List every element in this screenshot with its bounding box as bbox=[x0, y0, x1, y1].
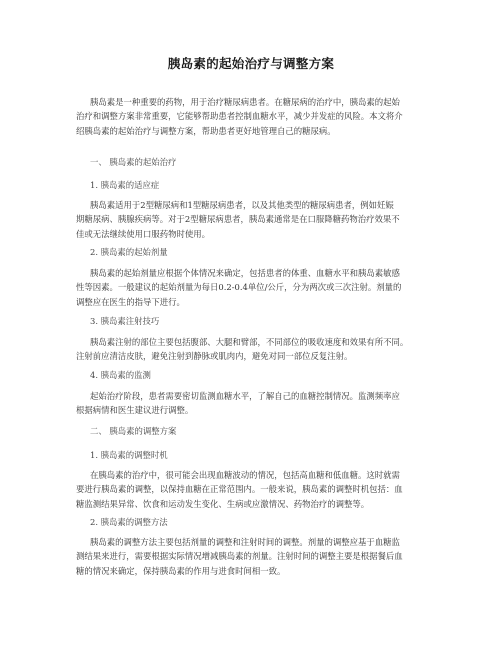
document-title: 胰岛素的起始治疗与调整方案 bbox=[167, 56, 335, 71]
section-heading: 一、 胰岛素的起始治疗 bbox=[90, 157, 177, 167]
text-line: 胰岛素的调整方法主要包括剂量的调整和注射时间的调整。剂量的调整应基于血糖监 bbox=[90, 537, 400, 547]
text-line: 注射前应清洁皮肤，避免注射到静脉或肌肉内，避免对同一部位反复注射。 bbox=[76, 351, 353, 362]
text-line: 调整应在医生的指导下进行。 bbox=[76, 296, 185, 307]
paragraph bbox=[76, 389, 431, 418]
subsection-heading: 1. 胰岛素的调整时机 bbox=[90, 450, 168, 460]
text-line: 期糖尿病、胰腺疾病等。对于2型糖尿病患者，胰岛素通常是在口服降糖药物治疗效果不 bbox=[76, 214, 400, 225]
subsection-heading: 3. 胰岛素注射技巧 bbox=[90, 316, 160, 326]
paragraph bbox=[76, 198, 431, 241]
subsection-heading: 2. 胰岛素的起始剂量 bbox=[90, 247, 168, 257]
text-line: 胰岛素注射的部位主要包括腹部、大腿和臂部，不同部位的吸收速度和效果有所不同。 bbox=[90, 337, 409, 347]
text-line: 起始治疗阶段，患者需要密切监测血糖水平，了解自己的血糖控制情况。监测频率应 bbox=[90, 391, 400, 401]
text-line: 胰岛素适用于2型糖尿病和1型糖尿病患者，以及其他类型的糖尿病患者，例如妊娠 bbox=[90, 200, 394, 210]
text-line: 胰岛素的起始剂量应根据个体情况来确定，包括患者的体重、血糖水平和胰岛素敏感 bbox=[90, 268, 400, 278]
text-line: 糖监测结果异常、饮食和运动发生变化、生病或应激情况、药物治疗的调整等。 bbox=[76, 498, 370, 509]
text-line: 治疗和调整方案非常重要，它能够帮助患者控制血糖水平，减少并发症的风险。本文将介 bbox=[76, 111, 403, 122]
section-heading: 二、 胰岛素的调整方案 bbox=[90, 426, 177, 436]
text-line: 在胰岛素的治疗中，很可能会出现血糖波动的情况，包括高血糖和低血糖。这时就需 bbox=[90, 470, 400, 480]
text-line: 佳或无法继续使用口服药物时使用。 bbox=[76, 228, 210, 239]
subsection-heading: 4. 胰岛素的监测 bbox=[90, 370, 151, 380]
text-line: 要进行胰岛素的调整，以保持血糖在正常范围内。一般来说，胰岛素的调整时机包括：血 bbox=[76, 484, 403, 495]
paragraph bbox=[76, 468, 431, 511]
text-line: 糖的情况来确定，保持胰岛素的作用与进食时间相一致。 bbox=[76, 565, 286, 576]
paragraph bbox=[76, 266, 431, 309]
intro-paragraph bbox=[76, 95, 431, 138]
text-line: 性等因素。一般建议的起始剂量为每日0.2-0.4单位/公斤，分为两次或三次注射。剂量的 bbox=[76, 282, 402, 293]
paragraph bbox=[76, 535, 431, 578]
text-line: 根据病情和医生建议进行调整。 bbox=[76, 405, 194, 416]
paragraph bbox=[76, 335, 431, 364]
subsection-heading: 1. 胰岛素的适应症 bbox=[90, 180, 160, 190]
subsection-heading: 2. 胰岛素的调整方法 bbox=[90, 517, 168, 527]
text-line: 绍胰岛素的起始治疗与调整方案，帮助患者更好地管理自己的糖尿病。 bbox=[76, 125, 336, 136]
text-line: 测结果来进行，需要根据实际情况增减胰岛素的剂量。注射时间的调整主要是根据餐后血 bbox=[76, 551, 403, 562]
text-line: 胰岛素是一种重要的药物，用于治疗糖尿病患者。在糖尿病的治疗中，胰岛素的起始 bbox=[90, 97, 400, 107]
